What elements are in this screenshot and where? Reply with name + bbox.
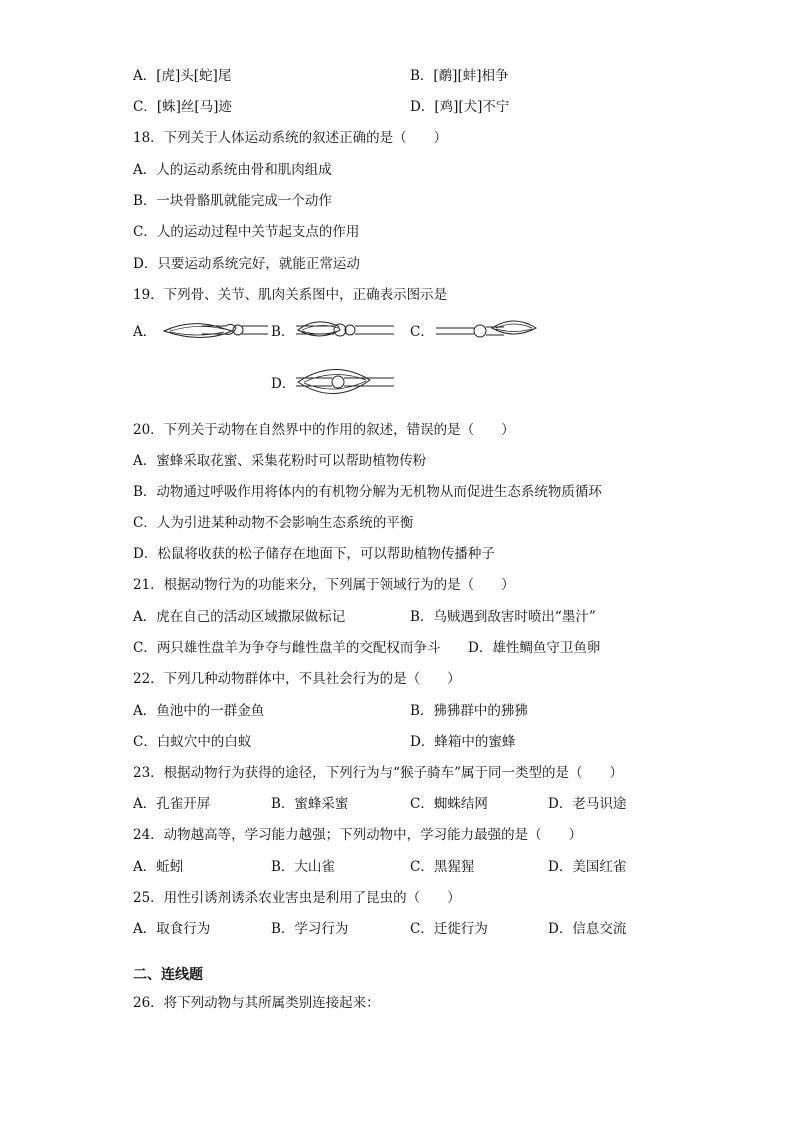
q22-stem: 22．下列几种动物群体中，不具社会行为的是（ ） bbox=[133, 671, 461, 687]
q24-option-c: C．黑猩猩 bbox=[410, 859, 475, 875]
q21-option-d: D．雄性鲷鱼守卫鱼卵 bbox=[468, 640, 601, 656]
q26-stem: 26．将下列动物与其所属类别连接起来： bbox=[133, 995, 380, 1011]
q17-option-c: C．[蛛]丝[马]迹 bbox=[133, 99, 232, 115]
q22-option-a: A．鱼池中的一群金鱼 bbox=[133, 703, 265, 719]
q23-option-c: C．蜘蛛结网 bbox=[410, 796, 488, 812]
q18-option-b: B．一块骨骼肌就能完成一个动作 bbox=[133, 193, 332, 209]
q18-option-a: A．人的运动系统由骨和肌肉组成 bbox=[133, 162, 332, 178]
q24-stem: 24．动物越高等，学习能力越强；下列动物中，学习能力最强的是（ ） bbox=[133, 827, 583, 843]
section-heading: 二、连线题 bbox=[133, 967, 203, 983]
bone-muscle-figure-d bbox=[294, 360, 396, 404]
bone-muscle-figure-b bbox=[294, 312, 396, 348]
q24-option-a: A．蚯蚓 bbox=[133, 859, 184, 875]
bone-muscle-figure-a bbox=[162, 314, 270, 348]
q21-option-a: A．虎在自己的活动区域撒尿做标记 bbox=[133, 609, 346, 625]
q20-option-d: D．松鼠将收获的松子储存在地面下，可以帮助植物传播种子 bbox=[133, 546, 495, 562]
q22-option-d: D．蜂箱中的蜜蜂 bbox=[410, 734, 516, 750]
q23-option-b: B．蜜蜂采蜜 bbox=[271, 796, 349, 812]
bone-muscle-figure-c bbox=[434, 312, 538, 346]
q17-option-d: D．[鸡][犬]不宁 bbox=[410, 99, 510, 115]
q25-option-a: A．取食行为 bbox=[133, 921, 211, 937]
q20-option-b: B．动物通过呼吸作用将体内的有机物分解为无机物从而促进生态系统物质循环 bbox=[133, 484, 602, 500]
q22-option-c: C．白蚁穴中的白蚁 bbox=[133, 734, 252, 750]
q18-stem: 18．下列关于人体运动系统的叙述正确的是（ ） bbox=[133, 130, 448, 146]
q17-option-b: B．[鹬][蚌]相争 bbox=[410, 68, 509, 84]
q21-option-b: B．乌贼遇到敌害时喷出“墨汁” bbox=[410, 609, 596, 625]
q24-option-d: D．美国红雀 bbox=[548, 859, 627, 875]
q18-option-d: D．只要运动系统完好，就能正常运动 bbox=[133, 256, 360, 272]
q23-stem: 23．根据动物行为获得的途径，下列行为与“猴子骑车”属于同一类型的是（ ） bbox=[133, 765, 623, 781]
q25-option-d: D．信息交流 bbox=[548, 921, 627, 937]
q19-label-c: C． bbox=[410, 324, 434, 340]
q25-option-b: B．学习行为 bbox=[271, 921, 349, 937]
q20-option-c: C．人为引进某种动物不会影响生态系统的平衡 bbox=[133, 515, 414, 531]
q23-option-d: D．老马识途 bbox=[548, 796, 627, 812]
q18-option-c: C．人的运动过程中关节起支点的作用 bbox=[133, 224, 360, 240]
q19-stem: 19．下列骨、关节、肌肉关系图中，正确表示图示是 bbox=[133, 287, 448, 303]
q21-stem: 21．根据动物行为的功能来分，下列属于领域行为的是（ ） bbox=[133, 577, 515, 593]
q22-option-b: B．狒狒群中的狒狒 bbox=[410, 703, 528, 719]
q24-option-b: B．大山雀 bbox=[271, 859, 335, 875]
q20-option-a: A．蜜蜂采取花蜜、采集花粉时可以帮助植物传粉 bbox=[133, 453, 427, 469]
q23-option-a: A．孔雀开屏 bbox=[133, 796, 211, 812]
q25-option-c: C．迁徙行为 bbox=[410, 921, 488, 937]
q20-stem: 20．下列关于动物在自然界中的作用的叙述，错误的是（ ） bbox=[133, 422, 515, 438]
q19-label-a: A． bbox=[133, 324, 157, 340]
q17-option-a: A．[虎]头[蛇]尾 bbox=[133, 68, 232, 84]
q21-option-c: C．两只雄性盘羊为争夺与雌性盘羊的交配权而争斗 bbox=[133, 640, 441, 656]
q25-stem: 25．用性引诱剂诱杀农业害虫是利用了昆虫的（ ） bbox=[133, 890, 461, 906]
q19-label-d: D． bbox=[271, 376, 296, 392]
q19-label-b: B． bbox=[271, 324, 295, 340]
